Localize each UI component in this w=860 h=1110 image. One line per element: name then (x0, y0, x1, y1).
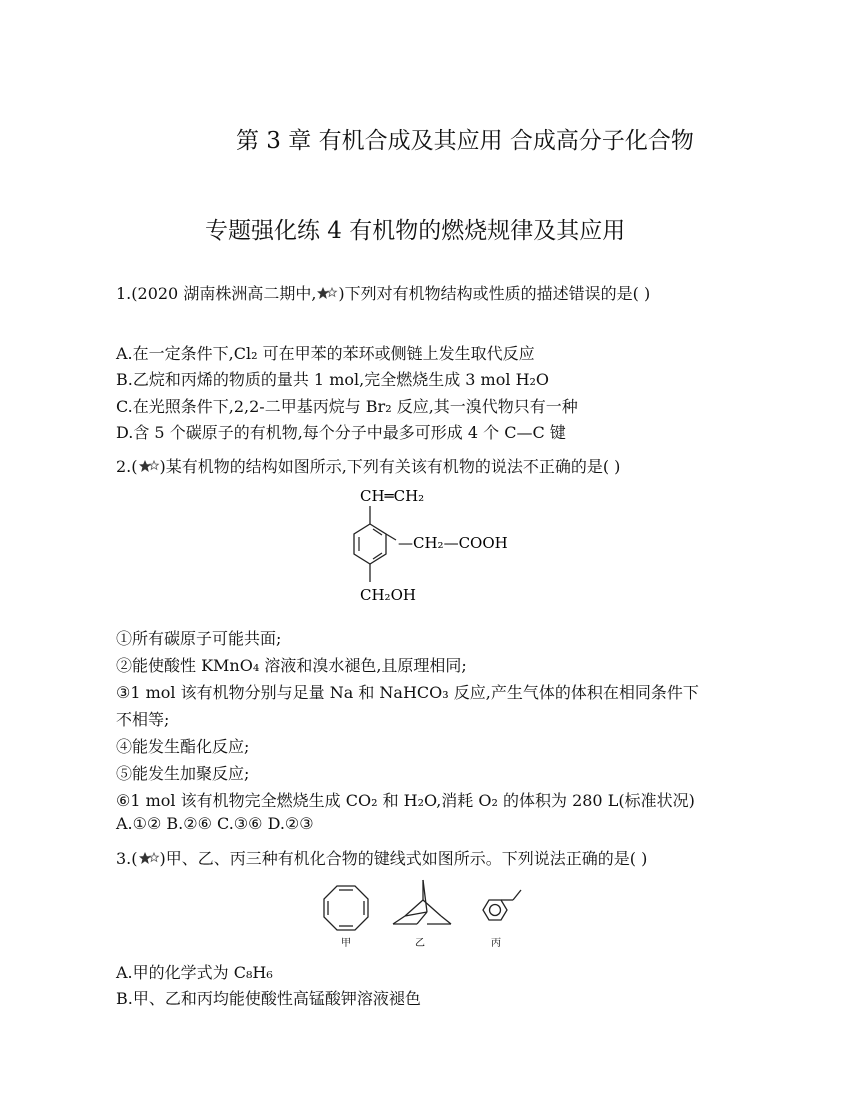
q1-option-b: B.乙烷和丙烯的物质的量共 1 mol,完全燃烧生成 3 mol H₂O (116, 370, 550, 389)
compound-yi-structure (393, 880, 451, 924)
structure-side-group: —CH₂—COOH (398, 534, 508, 552)
q3-option-a: A.甲的化学式为 C₈H₆ (116, 963, 273, 982)
q2-statement-3-cont: 不相等; (116, 710, 170, 729)
q2-stem (116, 454, 620, 477)
q2-stem-post: )某有机物的结构如图所示,下列有关该有机物的说法不正确的是( ) (159, 457, 621, 476)
q2-statement-3: ③1 mol 该有机物分别与足量 Na 和 NaHCO₃ 反应,产生气体的体积在相同条件下 (116, 683, 699, 702)
q2-statement-1: ①所有碳原子可能共面; (116, 629, 282, 648)
q1-option-a: A.在一定条件下,Cl₂ 可在甲苯的苯环或侧链上发生取代反应 (116, 344, 535, 363)
structure-top-group: CH═CH₂ (360, 487, 425, 505)
difficulty-star-icon (138, 851, 160, 865)
q1-option-d: D.含 5 个碳原子的有机物,每个分子中最多可形成 4 个 C—C 键 (116, 423, 566, 442)
q3-structures-diagram (315, 876, 555, 954)
topic-title: 专题强化练 4 有机物的燃烧规律及其应用 (205, 218, 626, 244)
chapter-title: 第 3 章 有机合成及其应用 合成高分子化合物 (236, 128, 694, 154)
q2-stem-pre: 2.( (116, 457, 138, 476)
structure-bottom-group: CH₂OH (360, 586, 416, 604)
q1-stem-post: )下列对有机物结构或性质的描述错误的是( ) (338, 284, 651, 303)
q2-statement-6: ⑥1 mol 该有机物完全燃烧生成 CO₂ 和 H₂O,消耗 O₂ 的体积为 280 L(标准状况) (116, 791, 695, 810)
q3-option-b: B.甲、乙和丙均能使酸性高锰酸钾溶液褪色 (116, 989, 421, 1008)
q1-option-c: C.在光照条件下,2,2-二甲基丙烷与 Br₂ 反应,其一溴代物只有一种 (116, 397, 578, 416)
compound-bing-structure (483, 890, 521, 920)
q1-stem-pre: 1.(2020 湖南株洲高二期中, (116, 284, 317, 303)
q1-stem (116, 281, 650, 304)
label-jia: 甲 (341, 938, 351, 949)
q2-statement-5: ⑤能发生加聚反应; (116, 764, 250, 783)
difficulty-star-icon (138, 459, 160, 473)
compound-jia-structure (324, 886, 368, 930)
q3-stem (116, 846, 647, 869)
difficulty-star-icon (316, 286, 338, 300)
q2-statement-4: ④能发生酯化反应; (116, 737, 250, 756)
label-bing: 丙 (491, 938, 501, 949)
q2-statement-2: ②能使酸性 KMnO₄ 溶液和溴水褪色,且原理相同; (116, 656, 467, 675)
q2-structure-diagram (330, 484, 530, 619)
q3-stem-post: )甲、乙、丙三种有机化合物的键线式如图所示。下列说法正确的是( ) (159, 849, 648, 868)
label-yi: 乙 (415, 938, 425, 949)
q3-stem-pre: 3.( (116, 849, 138, 868)
q2-options: A.①② B.②⑥ C.③⑥ D.②③ (116, 814, 314, 833)
